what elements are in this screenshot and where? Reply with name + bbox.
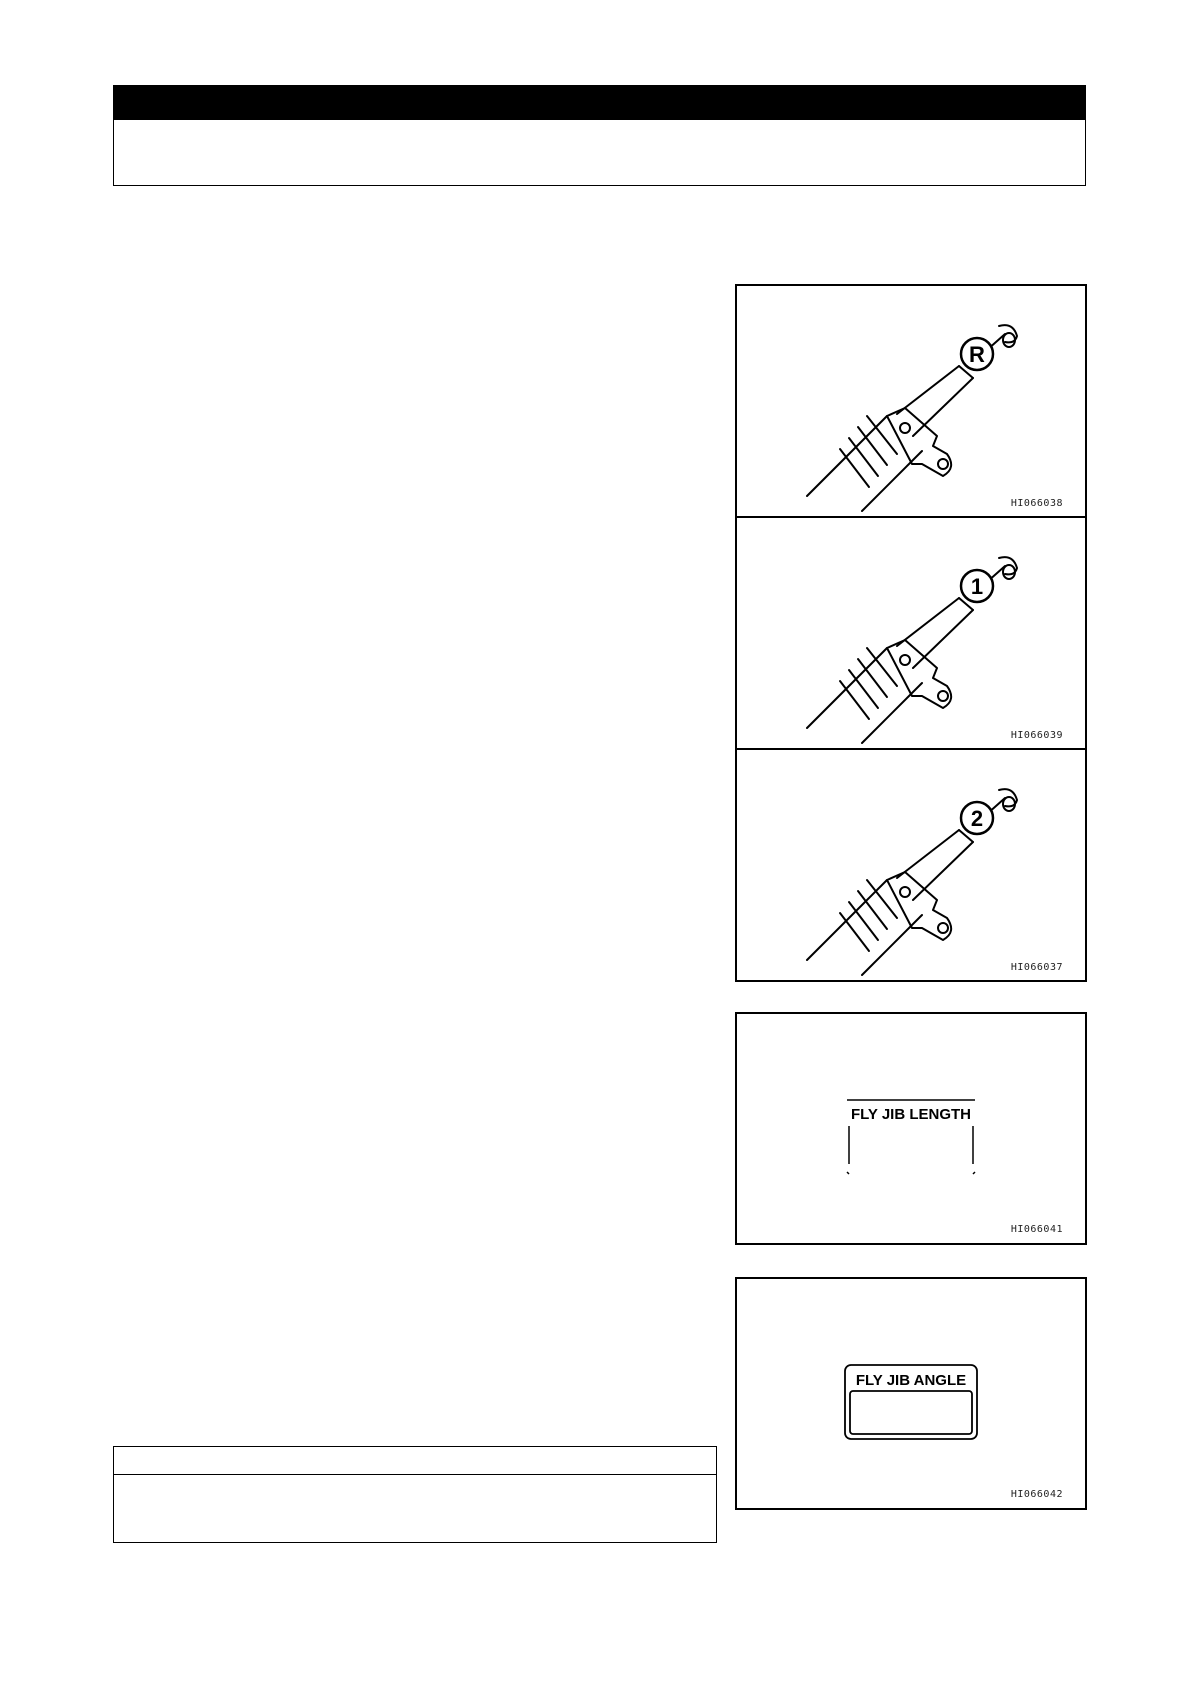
- jib-figure-stack: [735, 284, 1087, 982]
- figure-fly-jib-length: [735, 1012, 1087, 1245]
- jib-drawing-2: [737, 750, 1085, 982]
- callout-label-r: R: [969, 342, 985, 367]
- fly-jib-angle-drawing: [737, 1279, 1085, 1508]
- figure-jib-r: [737, 286, 1085, 518]
- callout-label-2: 2: [970, 806, 984, 831]
- figure-code: HI066041: [1010, 1224, 1063, 1235]
- jib-drawing-r: [737, 286, 1085, 518]
- fly-jib-length-label: FLY JIB LENGTH: [850, 1106, 972, 1123]
- note-box-rule: [114, 1474, 716, 1475]
- figure-code: HI066042: [1010, 1489, 1063, 1500]
- figure-fly-jib-angle: [735, 1277, 1087, 1510]
- header-box-bar: [114, 86, 1085, 120]
- figure-jib-2: [737, 750, 1085, 982]
- figure-jib-1: [737, 518, 1085, 750]
- figure-code: HI066039: [1010, 730, 1063, 741]
- figure-code: HI066038: [1010, 498, 1063, 509]
- header-box: [113, 85, 1086, 186]
- callout-label-1: 1: [970, 574, 984, 599]
- figure-code: HI066037: [1010, 962, 1063, 973]
- note-box: [113, 1446, 717, 1543]
- fly-jib-length-drawing: [737, 1014, 1085, 1243]
- fly-jib-angle-label: FLY JIB ANGLE: [855, 1372, 967, 1389]
- jib-drawing-1: [737, 518, 1085, 750]
